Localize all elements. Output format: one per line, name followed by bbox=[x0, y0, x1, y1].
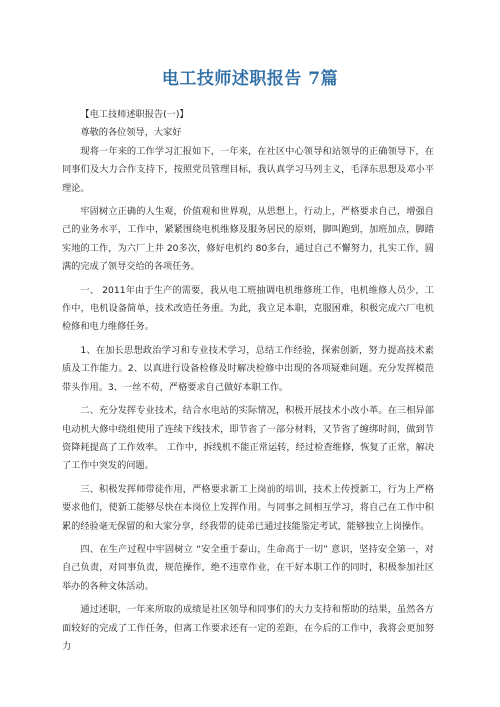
paragraph: 一、 2011年由于生产的需要，我从电工班抽调电机维修班工作，电机维修人员少，工作中，电机设备简单，技术改造任务重。为此，我立足本职，克服困难，积极完成六厂电机检修和电力维修任务。 bbox=[62, 284, 434, 333]
paragraph: 1、在加长思想政治学习和专业技术学习，总结工作经验，探索创新，努力提高技术素质及工作能力。2、以真进行设备检修及时解决检修中出现的各项疑难问题。充分发挥模范带头作用。3、一丝不苟，严格要求自己做好本职工作。 bbox=[62, 344, 434, 393]
paragraph: 通过述职，一年来所取的成绩是社区领导和同事们的大力支持和帮助的结果，虽然各方面较好的完成了工作任务，但离工作要求还有一定的差距，在今后的工作中，我将会更加努力 bbox=[62, 604, 434, 652]
document-body bbox=[62, 106, 434, 656]
document-title: 电工技师述职报告 7篇 bbox=[161, 69, 339, 89]
paragraph: 现将一年来的工作学习汇报如下，一年来，在社区中心领导和站领导的正确领导下，在同事们及大力合作支持下，按照党员管理目标，我认真学习马列主义，毛泽东思想及邓小平理论。 bbox=[62, 145, 434, 194]
paragraph: 三、积极发挥师带徒作用，严格要求新工上岗前的培训，技术上传授新工，行为上严格要求他们，使新工能够尽快在本岗位上发挥作用。与同事之间相互学习，将自己在工作中积累的经验毫无保留的和大家分享，经我带的徒弟已通过技能鉴定考试，能够独立上岗操作。 bbox=[62, 483, 434, 532]
paragraph: 二、充分发挥专业技术，结合水电站的实际情况，积极开展技术小改小革。在三相异部电动机大修中绕组使用了连续下线技术，即节省了一部分材料，又节省了缠绑时间，做到节资降耗提高了工作效率。 工作中，拆线机不能正常运转，经过检查维修，恢复了正常，解决了工作中突发的问题。 bbox=[62, 405, 434, 472]
section-heading: 【电工技师述职报告(一)】 bbox=[80, 109, 189, 120]
paragraph: 牢固树立正确的人生观，价值观和世界观，从思想上，行动上，严格要求自己，增强自己的业务水平，工作中，紧紧围绕电机维修及服务居民的原则，脚叫跑到，加班加点，脚踏实地的工作，为六厂上井 20多次，修好电机约 80多台，通过自己不懈努力，扎实工作，圆满的完成了领导交给的各项任务。 bbox=[62, 206, 434, 273]
greeting: 尊敬的各位领导，大家好 bbox=[80, 127, 182, 139]
paragraph: 四、在生产过程中牢固树立 “安全重于泰山，生命高于一切” 意识，坚持安全第一，对自己负责，对同事负责，规范操作，绝不违章作业，在干好本职工作的同时，积极参加社区举办的各种文体活动。 bbox=[62, 543, 434, 592]
